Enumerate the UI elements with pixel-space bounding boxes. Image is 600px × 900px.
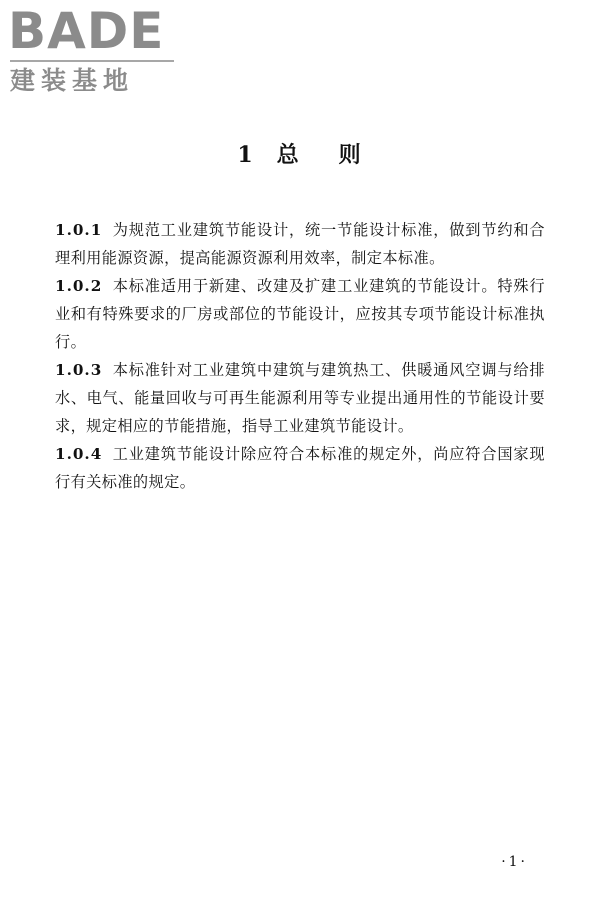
chapter-title [0,138,600,172]
clause-text: 工业建筑节能设计除应符合本标准的规定外，尚应符合国家现行有关标准的规定。 [55,445,545,491]
page-number: ·1· [501,854,528,870]
clause-text: 为规范工业建筑节能设计，统一节能设计标准，做到节约和合理利用能源资源，提高能源资源利用效率，制定本标准。 [55,221,545,267]
clause-number: 1.0.3 [55,361,103,379]
clause-number: 1.0.4 [55,445,103,463]
bade-logo [8,2,178,96]
clause-list [55,216,545,496]
logo-wordmark: BADE [8,2,165,60]
clause-number: 1.0.1 [55,221,103,239]
clause-1-0-3 [55,356,545,440]
clause-1-0-1 [55,216,545,272]
chapter-title-part1: 总 [276,142,301,168]
chapter-title-part2: 则 [338,142,363,168]
clause-text: 本标准适用于新建、改建及扩建工业建筑的节能设计。特殊行业和有特殊要求的厂房或部位的节能设计，应按其专项节能设计标准执行。 [55,277,545,351]
clause-number: 1.0.2 [55,277,103,295]
clause-1-0-2 [55,272,545,356]
clause-text: 本标准针对工业建筑中建筑与建筑热工、供暖通风空调与给排水、电气、能量回收与可再生能源利用等专业提出通用性的节能设计要求，规定相应的节能措施，指导工业建筑节能设计。 [55,361,545,435]
logo-subtitle: 建装基地 [10,66,135,95]
clause-1-0-4 [55,440,545,496]
chapter-number: 1 [237,142,255,168]
logo-divider [10,60,174,62]
